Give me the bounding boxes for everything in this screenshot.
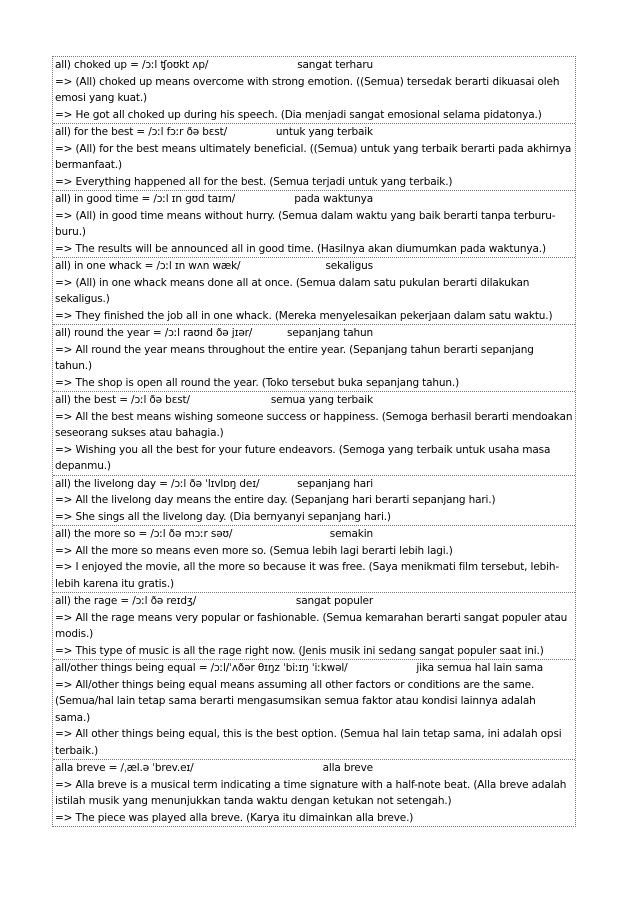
- vocabulary-entry: [53, 123, 575, 190]
- entry-term-pronunciation: all) in good time = /ɔːl ɪn gʊd taɪm/: [55, 193, 236, 205]
- entry-translation: sepanjang tahun: [287, 327, 373, 339]
- vocabulary-entry: [53, 525, 575, 592]
- entry-translation: sangat populer: [295, 595, 373, 607]
- entry-header: [55, 476, 573, 493]
- entry-definition: => All/other things being equal means assuming all other factors or conditions are the same. (Semua/hal lain tetap sama berarti mengasumsikan semua faktor atau kondisi lainnya adalah sama.): [55, 678, 536, 724]
- vocabulary-entry: [53, 659, 575, 759]
- entry-translation: sepanjang hari: [297, 477, 373, 490]
- entry-term-pronunciation: alla breve = /ˌæl.ə ˈbrev.eɪ/: [55, 762, 194, 774]
- entry-term-pronunciation: all) the rage = /ɔːl ðə reɪdʒ/: [55, 595, 197, 607]
- entry-header: [55, 760, 573, 777]
- entry-definition: => (All) choked up means overcome with strong emotion. ((Semua) tersedak berarti dikuasai oleh emosi yang kuat.): [55, 75, 560, 104]
- entry-translation: pada waktunya: [294, 193, 373, 205]
- entry-translation: jika semua hal lain sama: [416, 662, 543, 674]
- entry-example: => The shop is open all round the year. (Toko tersebut buka sepanjang tahun.): [55, 376, 460, 389]
- entry-term-pronunciation: all) round the year = /ɔːl raʊnd ðə jɪər/: [55, 327, 253, 339]
- entry-translation: untuk yang terbaik: [275, 126, 373, 138]
- entry-example: => This type of music is all the rage right now. (Jenis musik ini sedang sangat populer saat ini.): [55, 644, 544, 657]
- entry-translation: semakin: [329, 528, 373, 540]
- entry-translation: sekaligus: [325, 260, 373, 272]
- vocabulary-entry: [53, 759, 575, 826]
- vocabulary-entry: [53, 475, 575, 526]
- entry-definition: => (All) in one whack means done all at once. (Semua dalam satu pukulan berarti dilakukan sekaligus.): [55, 276, 530, 305]
- entry-example: => The piece was played alla breve. (Karya itu dimainkan alla breve.): [55, 811, 414, 824]
- entry-definition: => All the rage means very popular or fashionable. (Semua kemarahan berarti sangat populer atau modis.): [55, 611, 568, 640]
- entry-term-pronunciation: all) choked up = /ɔːl ʧoʊkt ʌp/: [55, 59, 209, 71]
- entry-header: [55, 124, 573, 141]
- entry-example: => The results will be announced all in good time. (Hasilnya akan diumumkan pada waktunya.): [55, 242, 546, 255]
- entry-example: => Everything happened all for the best. (Semua terjadi untuk yang terbaik.): [55, 175, 453, 188]
- entry-term-pronunciation: all) in one whack = /ɔːl ɪn wʌn wæk/: [55, 260, 241, 272]
- entry-header: [55, 392, 573, 409]
- entry-header: [55, 57, 573, 74]
- entry-translation: sangat terharu: [297, 59, 373, 71]
- entry-example: => Wishing you all the best for your future endeavors. (Semoga yang terbaik untuk usaha masa depanmu.): [55, 443, 551, 472]
- entry-example: => They finished the job all in one whack. (Mereka menyelesaikan pekerjaan dalam satu waktu.): [55, 309, 553, 322]
- entry-definition: => All the best means wishing someone success or happiness. (Semoga berhasil berarti mendoakan seseorang sukses atau bahagia.): [55, 410, 573, 439]
- entry-definition: => All round the year means throughout the entire year. (Sepanjang tahun berarti sepanjang tahun.): [55, 343, 534, 372]
- entry-definition: => (All) for the best means ultimately beneficial. ((Semua) untuk yang terbaik berarti pada akhirnya bermanfaat.): [55, 142, 572, 171]
- entry-translation: semua yang terbaik: [270, 394, 373, 406]
- entry-example: => All other things being equal, this is the best option. (Semua hal lain tetap sama, ini adalah opsi terbaik.): [55, 728, 562, 757]
- entry-header: [55, 325, 573, 342]
- entry-definition: => All the more so means even more so. (Semua lebih lagi berarti lebih lagi.): [55, 544, 453, 557]
- entry-term-pronunciation: all) the more so = /ɔːl ðə mɔːr səʊ/: [55, 528, 233, 540]
- entry-header: [55, 660, 573, 677]
- entry-header: [55, 191, 573, 208]
- vocabulary-entry: [53, 57, 575, 123]
- vocabulary-entry: [53, 592, 575, 659]
- entry-header: [55, 593, 573, 610]
- entry-term-pronunciation: all) the livelong day = /ɔːl ðə ˈlɪvlɒŋ deɪ/: [55, 477, 260, 490]
- vocabulary-entry: [53, 324, 575, 391]
- entry-example: => He got all choked up during his speech. (Dia menjadi sangat emosional selama pidatonya.): [55, 108, 542, 121]
- entry-term-pronunciation: all/other things being equal = /ɔːl/ˈʌðər θɪŋz ˈbiːɪŋ ˈiːkwəl/: [55, 662, 348, 674]
- entry-example: => She sings all the livelong day. (Dia bernyanyi sepanjang hari.): [55, 510, 391, 523]
- vocabulary-table: [52, 56, 576, 827]
- entry-definition: => All the livelong day means the entire day. (Sepanjang hari berarti sepanjang hari.): [55, 494, 496, 506]
- entry-term-pronunciation: all) the best = /ɔːl ðə bɛst/: [55, 394, 190, 406]
- entry-translation: alla breve: [322, 762, 373, 774]
- entry-example: => I enjoyed the movie, all the more so because it was free. (Saya menikmati film tersebut, lebih-lebih karena itu gratis.): [55, 561, 560, 590]
- entry-definition: => (All) in good time means without hurry. (Semua dalam waktu yang baik berarti tanpa terburu-buru.): [55, 209, 556, 238]
- entry-definition: => Alla breve is a musical term indicating a time signature with a half-note beat. (Alla breve adalah istilah musik yang menunjukkan tanda waktu dengan ketukan not setengah.): [55, 778, 567, 807]
- entry-header: [55, 258, 573, 275]
- vocabulary-entry: [53, 257, 575, 324]
- entry-header: [55, 526, 573, 543]
- vocabulary-entry: [53, 190, 575, 257]
- entry-term-pronunciation: all) for the best = /ɔːl fɔːr ðə bɛst/: [55, 126, 227, 138]
- vocabulary-entry: [53, 391, 575, 475]
